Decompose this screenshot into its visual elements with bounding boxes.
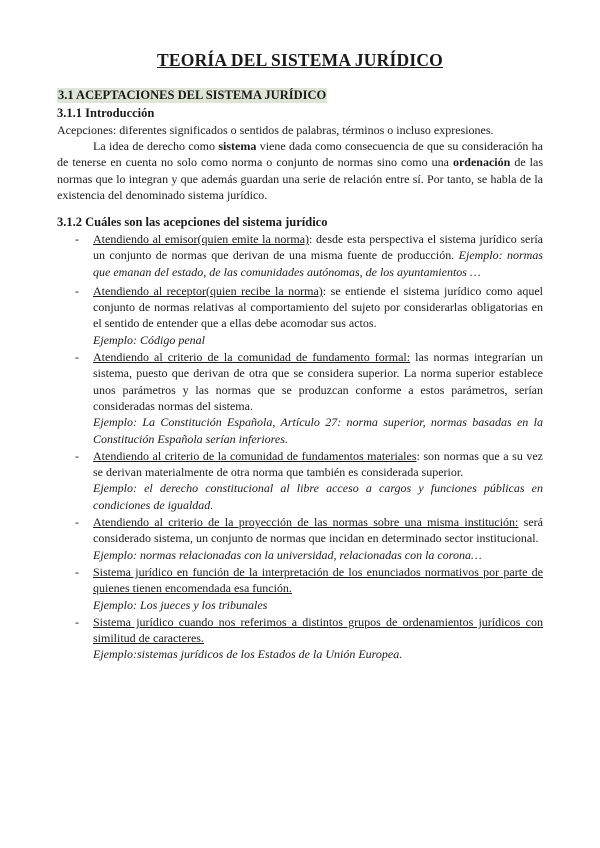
item-title: Atendiendo al criterio de la comunidad de fundamento formal: [93,350,411,365]
item-example: Ejemplo: normas que emanan del estado, de las comunidades autónomas, de los ayuntamientos … [93,248,543,279]
bullet-dash: - [75,232,79,246]
list-item [57,514,543,563]
acepciones-list [57,231,543,663]
list-item [57,349,543,447]
intro-bold-ordenacion: ordenación [452,155,511,170]
section-heading: 3.1 ACEPTACIONES DEL SISTEMA JURÍDICO [58,88,327,102]
list-item [57,231,543,280]
subsection-heading-acepciones: 3.1.2 Cuáles son las acepciones del sistema jurídico [57,215,328,229]
intro-text-1: La idea de derecho como [93,139,219,153]
intro-text-2: viene dada como consecuencia de que su consideración ha de tenerse en cuenta no solo como norma o conjunto de normas sino como una [57,139,544,170]
item-example: Ejemplo: Los jueces y los tribunales [93,597,268,612]
item-title: Sistema jurídico cuando nos referimos a distintos grupos de ordenamientos jurídicos con similitud de caracteres. [93,614,543,646]
bullet-dash: - [75,448,79,463]
bullet-dash: - [75,283,79,298]
item-text: : se entiende el sistema jurídico como aquel conjunto de normas relativas al comportamiento del sujeto por considerarlas obligatorias en el sentido de entender que a ellas debe acomodar sus actos. [93,283,543,331]
item-example: Ejemplo: Código penal [93,332,205,347]
item-text: será considerado sistema, un conjunto de normas que incidan en determinado sector institucional. [93,515,543,546]
item-title: Atendiendo al criterio de la proyección de las normas sobre una misma institución: [93,515,519,530]
bullet-dash: - [75,515,79,530]
list-item [57,283,543,348]
item-example: Ejemplo: normas relacionadas con la universidad, relacionadas con la corona… [93,547,482,562]
intro-definition: Acepciones: diferentes significados o sentidos de palabras, términos o incluso expresiones. [57,123,494,137]
item-text: : desde esta perspectiva el sistema jurídico sería un conjunto de normas que derivan de una misma fuente de producción. [93,232,543,263]
item-example: Ejemplo: el derecho constitucional al libre acceso a cargos y funciones públicas en condiciones de igualdad. [93,481,543,512]
item-title: Sistema jurídico en función de la interpretación de los enunciados normativos por parte de quienes tienen encomendada esa función. [93,564,543,596]
item-example: Ejemplo: La Constitución Española, Artículo 27: norma superior, normas basadas en la Constitución Española serían inferiores. [93,415,543,446]
item-example: Ejemplo:sistemas jurídicos de los Estados de la Unión Europea. [93,647,403,662]
list-item [57,564,543,613]
list-item [57,614,543,663]
list-item [57,448,543,513]
intro-paragraph [57,138,543,203]
intro-text-3: de las normas que lo integran y que además guardan una serie de relación entre sí. Por tanto, se habla de la existencia del denominado sistema jurídico. [57,155,543,202]
item-title: Atendiendo al emisor(quien emite la norma) [93,232,310,246]
page-title: TEORÍA DEL SISTEMA JURÍDICO [157,50,443,70]
bullet-dash: - [75,564,79,579]
subsection-heading-intro: 3.1.1 Introducción [57,106,155,120]
item-text: las normas integrarían un sistema, puesto que derivan de otra que se considera superior. La norma superior establece unos parámetros y las normas que se produzcan conforme a estos parámetros, serían consideradas normas del sistema. [93,350,543,413]
bullet-dash: - [75,350,79,365]
item-title: Atendiendo al receptor(quien recibe la norma) [93,283,323,298]
intro-bold-sistema: sistema [218,139,257,153]
item-text: : son normas que a su vez se derivan materialmente de otra norma que también es considerada superior. [93,448,544,480]
bullet-dash: - [75,614,79,629]
item-title: Atendiendo al criterio de la comunidad de fundamentos materiales [93,448,417,463]
